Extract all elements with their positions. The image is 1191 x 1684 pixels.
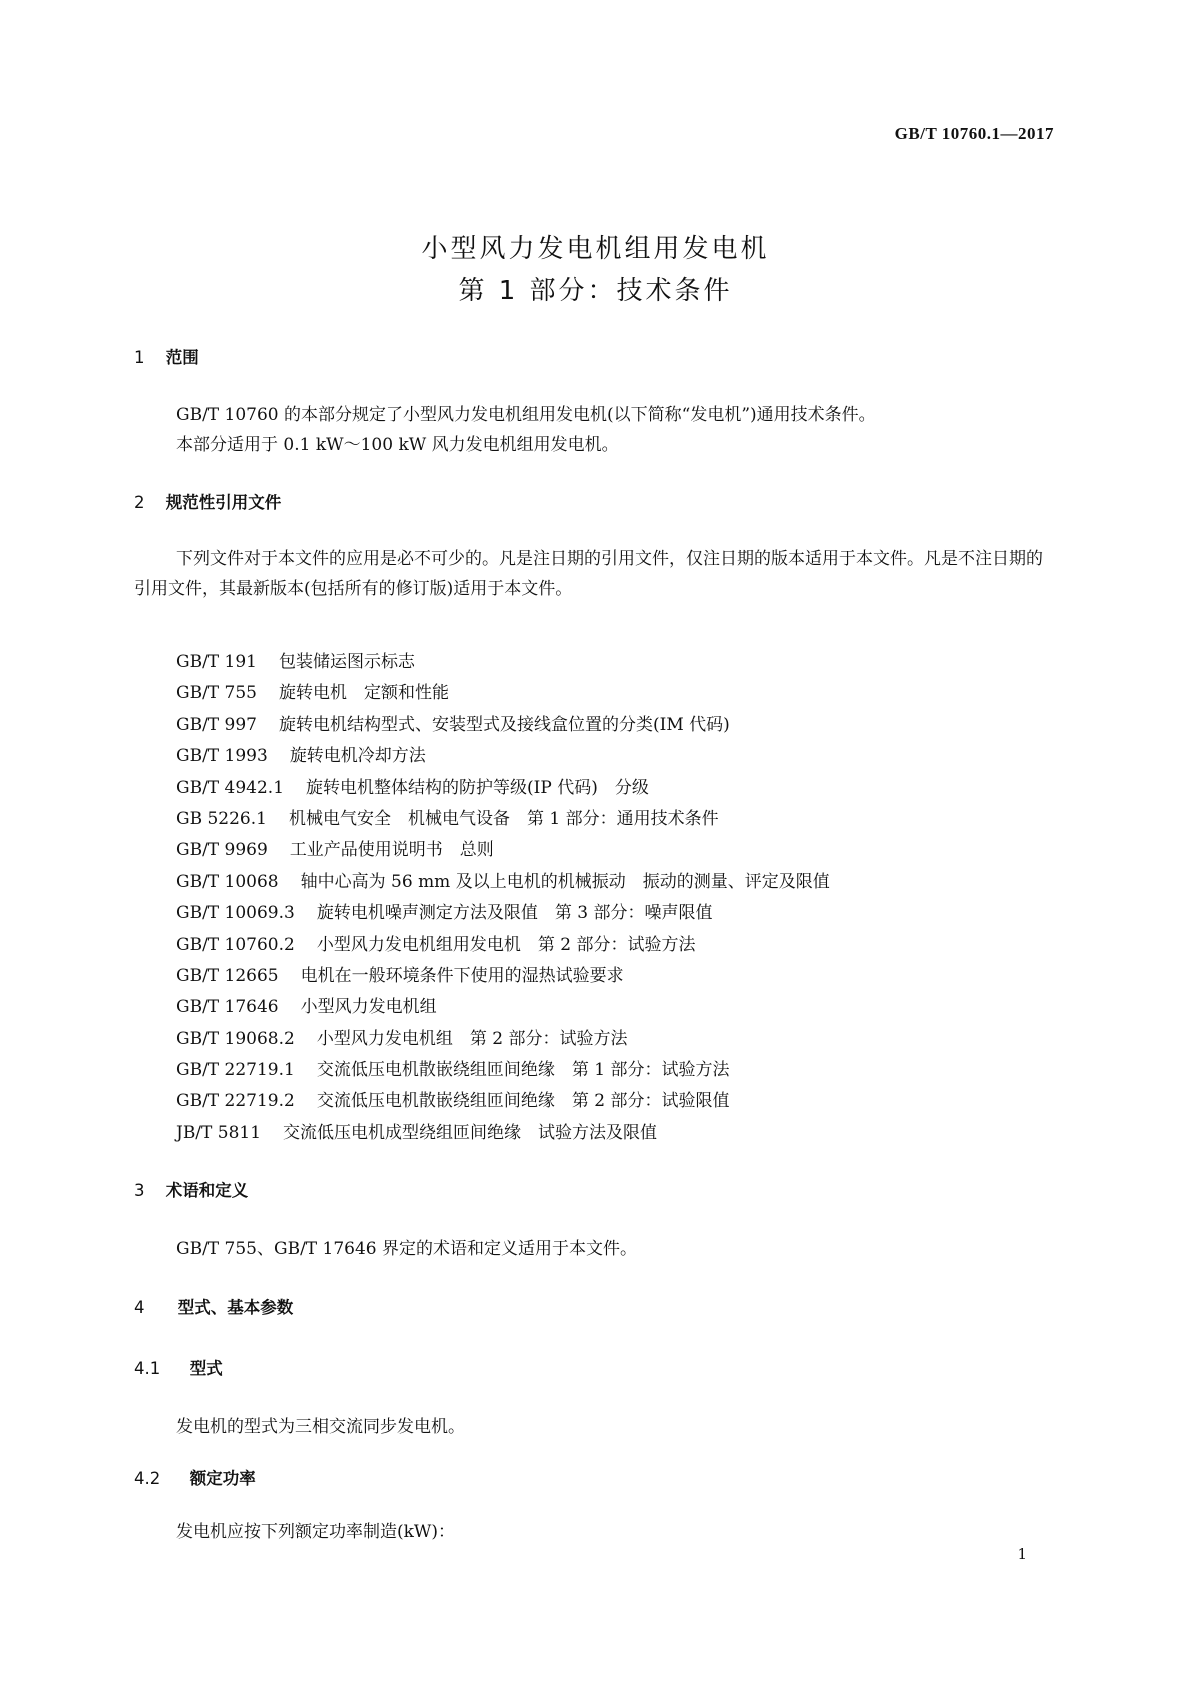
section-4-heading: [134, 1294, 293, 1318]
section-title: 规范性引用文件: [165, 493, 282, 512]
reference-code: GB/T 755: [176, 683, 257, 704]
reference-title: 旋转电机噪声测定方法及限值 第 3 部分：噪声限值: [316, 903, 713, 924]
section-title: 术语和定义: [165, 1181, 249, 1200]
reference-code: GB/T 17646: [176, 997, 279, 1018]
reference-item: [176, 1024, 830, 1055]
document-title-line2: 第 1 部分：技术条件: [458, 276, 733, 306]
reference-code: GB/T 22719.1: [176, 1060, 295, 1081]
reference-item: [176, 1118, 830, 1149]
reference-item: [176, 1055, 830, 1086]
reference-code: GB/T 9969: [176, 840, 268, 861]
section-1-paragraph-1: GB/T 10760 的本部分规定了小型风力发电机组用发电机(以下简称“发电机”)通用技术条件。: [176, 405, 876, 425]
reference-code: GB 5226.1: [176, 808, 267, 829]
reference-code: GB/T 10068: [176, 871, 279, 892]
normative-references-list: [176, 647, 830, 1149]
reference-title: 小型风力发电机组 第 2 部分：试验方法: [316, 1028, 628, 1049]
reference-item: [176, 647, 830, 678]
reference-item: [176, 898, 830, 929]
reference-title: 旋转电机 定额和性能: [279, 683, 449, 704]
reference-item: [176, 678, 830, 709]
reference-title: 工业产品使用说明书 总则: [289, 840, 494, 861]
reference-item: [176, 710, 830, 741]
reference-code: JB/T 5811: [176, 1122, 262, 1143]
subsection-title: 额定功率: [189, 1469, 256, 1488]
page-number: 1: [1017, 1545, 1027, 1563]
subsection-number: 4.1: [134, 1359, 161, 1378]
reference-code: GB/T 1993: [176, 746, 268, 767]
reference-item: [176, 835, 830, 866]
reference-code: GB/T 10069.3: [176, 903, 295, 924]
subsection-4-2-heading: [134, 1465, 256, 1489]
reference-item: [176, 930, 830, 961]
reference-title: 旋转电机冷却方法: [289, 746, 426, 767]
reference-item: [176, 992, 830, 1023]
reference-title: 电机在一般环境条件下使用的湿热试验要求: [300, 965, 624, 986]
reference-item: [176, 773, 830, 804]
reference-title: 小型风力发电机组: [300, 997, 437, 1018]
section-title: 范围: [165, 348, 199, 367]
reference-item: [176, 804, 830, 835]
standard-number: GB/T 10760.1—2017: [894, 124, 1054, 143]
section-number: 2: [134, 493, 145, 512]
reference-code: GB/T 10760.2: [176, 934, 295, 955]
subsection-4-1-paragraph: 发电机的型式为三相交流同步发电机。: [176, 1417, 465, 1437]
reference-code: GB/T 191: [176, 652, 257, 672]
reference-title: 旋转电机整体结构的防护等级(IP 代码) 分级: [306, 777, 649, 798]
reference-item: [176, 1086, 830, 1117]
section-2-intro: 下列文件对于本文件的应用是必不可少的。凡是注日期的引用文件，仅注日期的版本适用于本文件。凡是不注日期的引用文件，其最新版本(包括所有的修订版)适用于本文件。: [134, 549, 1043, 599]
reference-code: GB/T 4942.1: [176, 777, 285, 798]
section-number: 4: [134, 1298, 145, 1317]
reference-title: 交流低压电机散嵌绕组匝间绝缘 第 2 部分：试验限值: [316, 1091, 730, 1112]
reference-code: GB/T 22719.2: [176, 1091, 295, 1112]
reference-item: [176, 867, 830, 898]
reference-title: 交流低压电机成型绕组匝间绝缘 试验方法及限值: [283, 1122, 658, 1143]
section-1-paragraph-2: 本部分适用于 0.1 kW～100 kW 风力发电机组用发电机。: [176, 435, 619, 455]
subsection-4-1-heading: [134, 1355, 223, 1379]
subsection-number: 4.2: [134, 1469, 161, 1488]
section-number: 3: [134, 1181, 145, 1200]
reference-title: 机械电气安全 机械电气设备 第 1 部分：通用技术条件: [288, 808, 719, 829]
section-3-heading: [134, 1177, 248, 1201]
reference-code: GB/T 997: [176, 714, 257, 735]
document-title-line1: 小型风力发电机组用发电机: [421, 234, 770, 264]
reference-title: 小型风力发电机组用发电机 第 2 部分：试验方法: [316, 934, 696, 955]
subsection-title: 型式: [189, 1359, 223, 1378]
section-2-heading: [134, 489, 281, 513]
reference-item: [176, 741, 830, 772]
section-1-heading: [134, 344, 199, 368]
reference-title: 包装储运图示标志: [279, 652, 415, 672]
reference-title: 旋转电机结构型式、安装型式及接线盒位置的分类(IM 代码): [279, 714, 730, 735]
section-3-paragraph-1: GB/T 755、GB/T 17646 界定的术语和定义适用于本文件。: [176, 1239, 638, 1259]
reference-code: GB/T 19068.2: [176, 1028, 295, 1049]
reference-title: 交流低压电机散嵌绕组匝间绝缘 第 1 部分：试验方法: [316, 1060, 730, 1081]
reference-item: [176, 961, 830, 992]
subsection-4-2-paragraph: 发电机应按下列额定功率制造(kW)：: [176, 1522, 456, 1542]
reference-title: 轴中心高为 56 mm 及以上电机的机械振动 振动的测量、评定及限值: [300, 871, 830, 892]
reference-code: GB/T 12665: [176, 965, 279, 986]
section-number: 1: [134, 348, 145, 367]
section-title: 型式、基本参数: [177, 1298, 294, 1317]
